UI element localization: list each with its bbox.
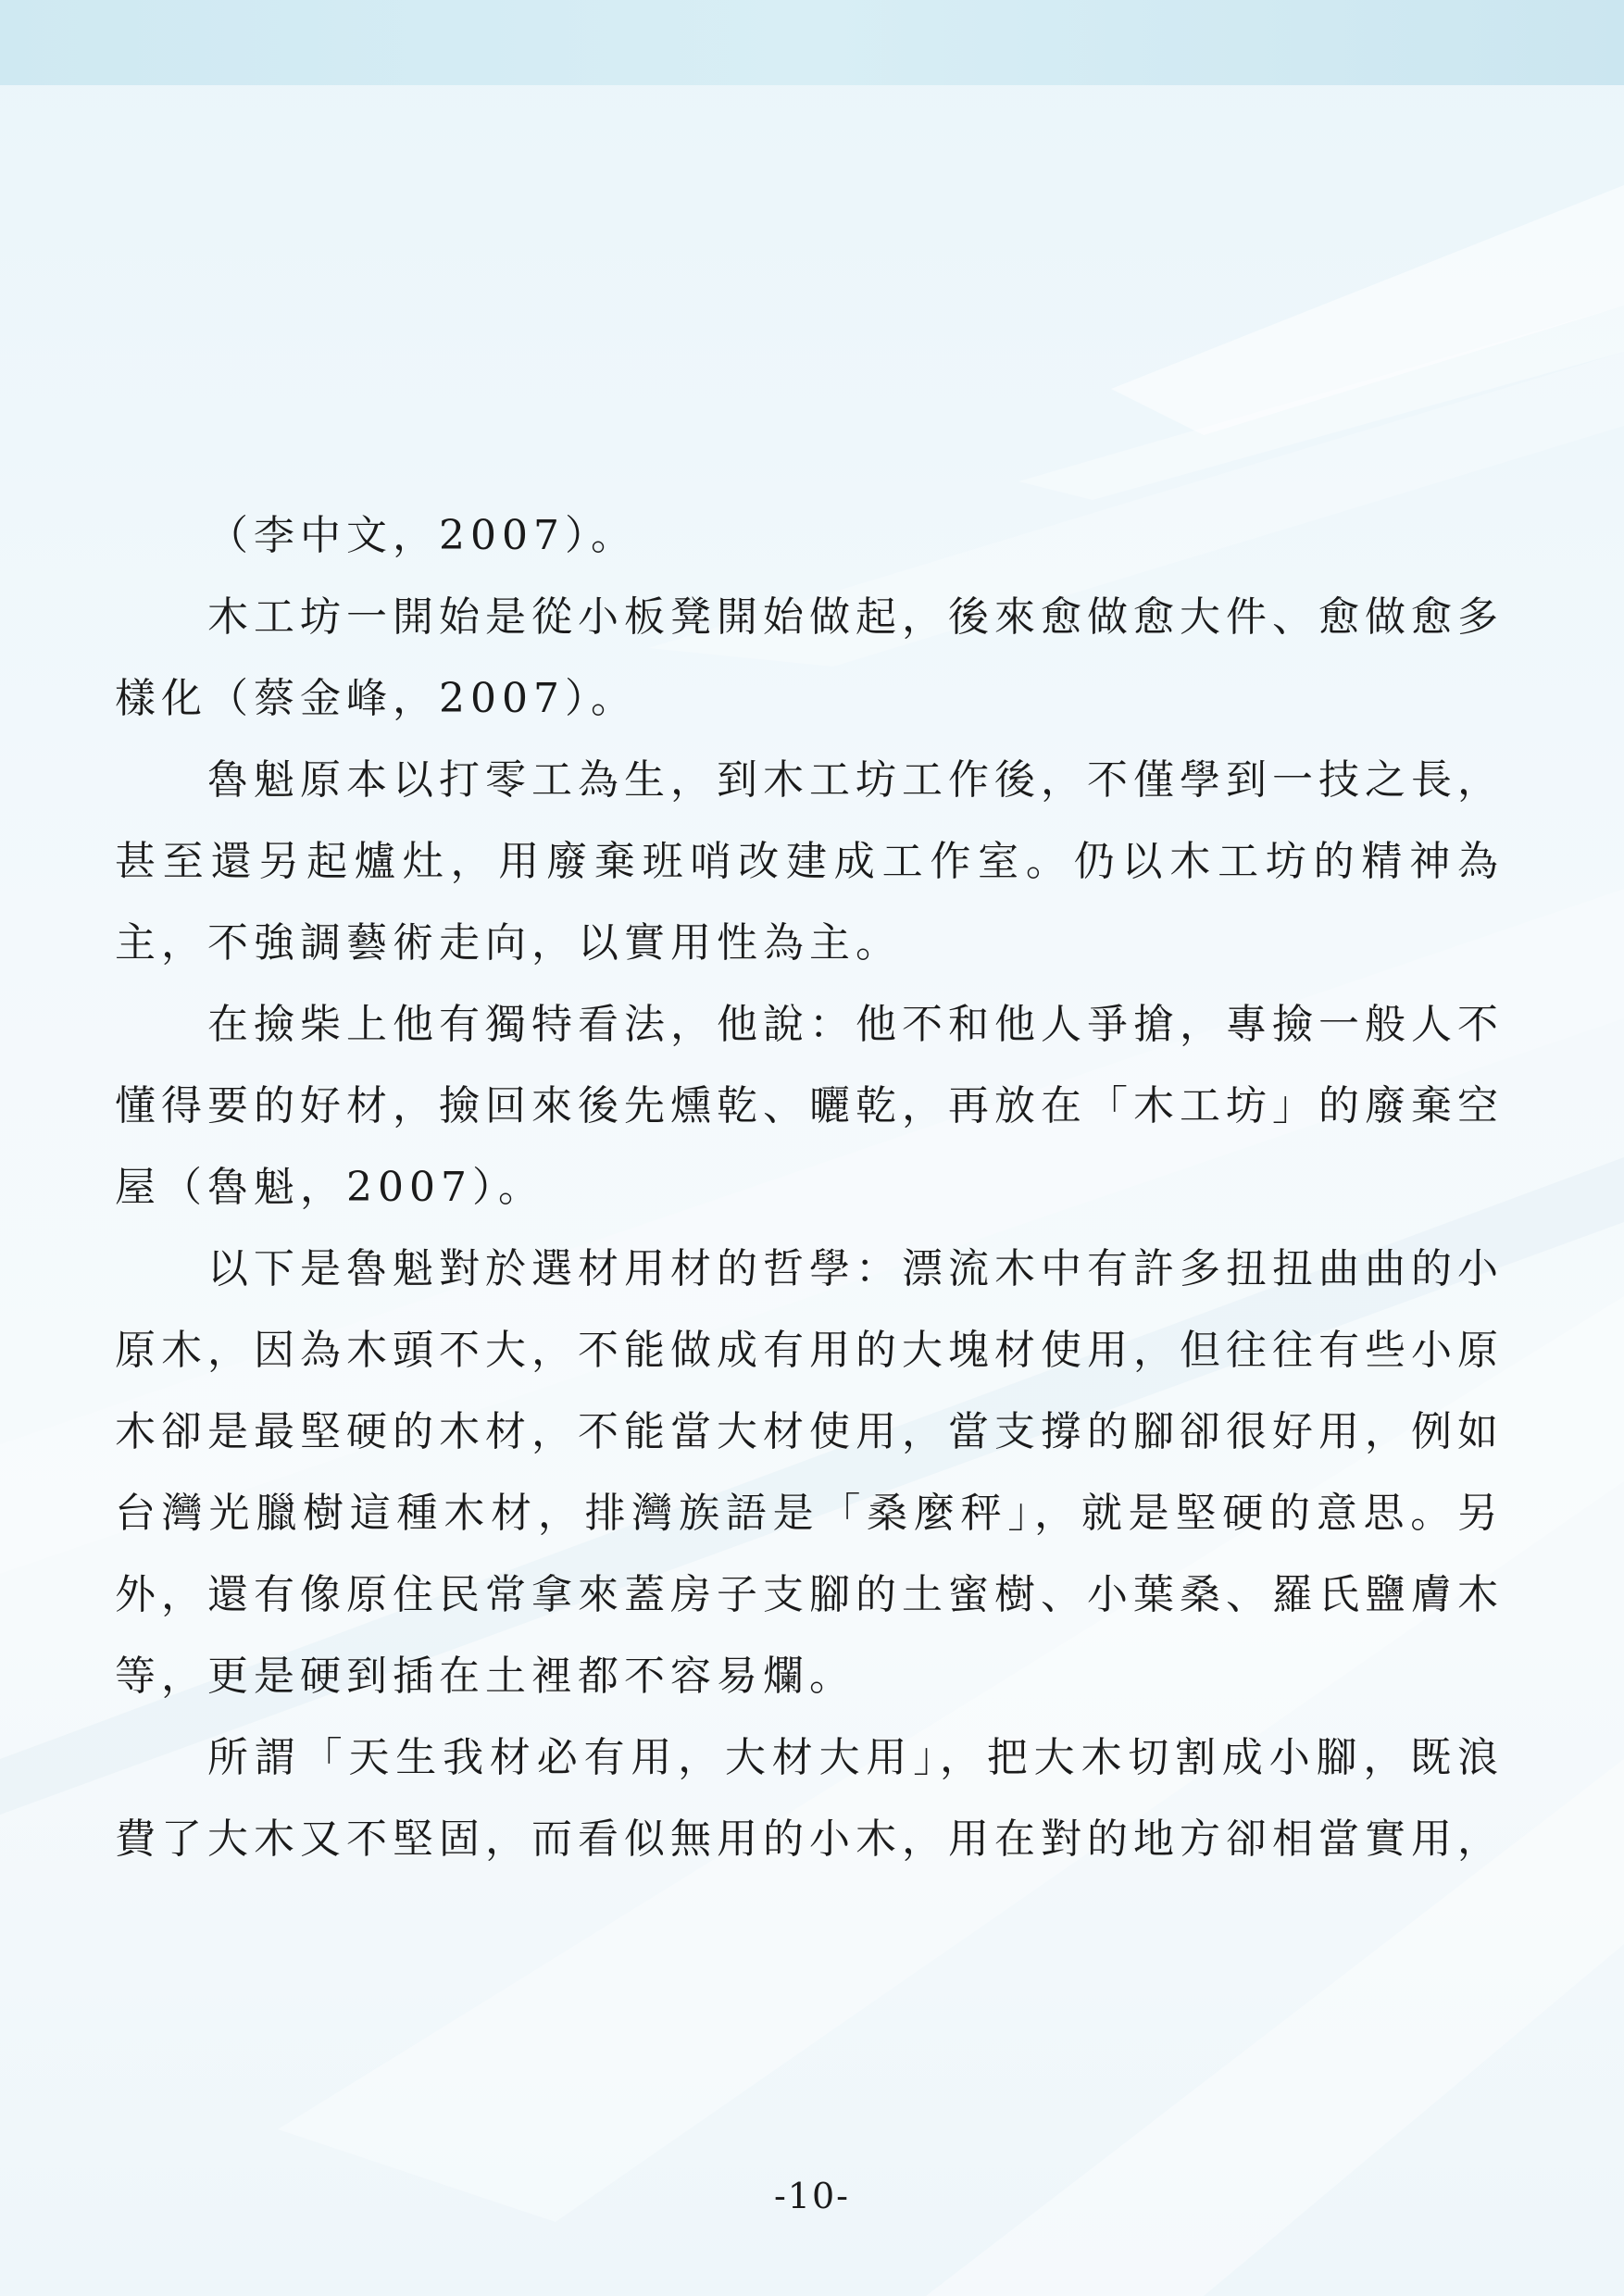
paragraph: 所謂「天生我材必有用，大材大用」，把大木切割成小腳，既浪費了大木又不堅固，而看似無用的小木，用在對的地方卻相當實用， [115, 1734, 1504, 1863]
paragraph: 在撿柴上他有獨特看法，他說：他不和他人爭搶，專撿一般人不懂得要的好材，撿回來後先燻乾、曬乾，再放在「木工坊」的廢棄空屋（魯魁，2007）。 [115, 1001, 1504, 1211]
paragraph: 木工坊一開始是從小板凳開始做起，後來愈做愈大件、愈做愈多樣化（蔡金峰，2007）。 [115, 593, 1504, 722]
paragraph: 以下是魯魁對於選材用材的哲學：漂流木中有許多扭扭曲曲的小原木，因為木頭不大，不能做成有用的大塊材使用，但往往有些小原木卻是最堅硬的木材，不能當大材使用，當支撐的腳卻很好用，例如台灣光臘樹這種木材，排灣族語是「桑麼秤」，就是堅硬的意思。另外，還有像原住民常拿來蓋房子支腳的土蜜樹、小葉桑、羅氏鹽膚木等，更是硬到插在土裡都不容易爛。 [115, 1245, 1504, 1700]
paragraph: （李中文，2007）。 [207, 512, 637, 559]
body-text [115, 495, 1504, 1880]
page-number: -10- [773, 2176, 851, 2216]
paragraph: 魯魁原本以打零工為生，到木工坊工作後，不僅學到一技之長，甚至還另起爐灶，用廢棄班哨改建成工作室。仍以木工坊的精神為主，不強調藝術走向，以實用性為主。 [115, 756, 1504, 967]
